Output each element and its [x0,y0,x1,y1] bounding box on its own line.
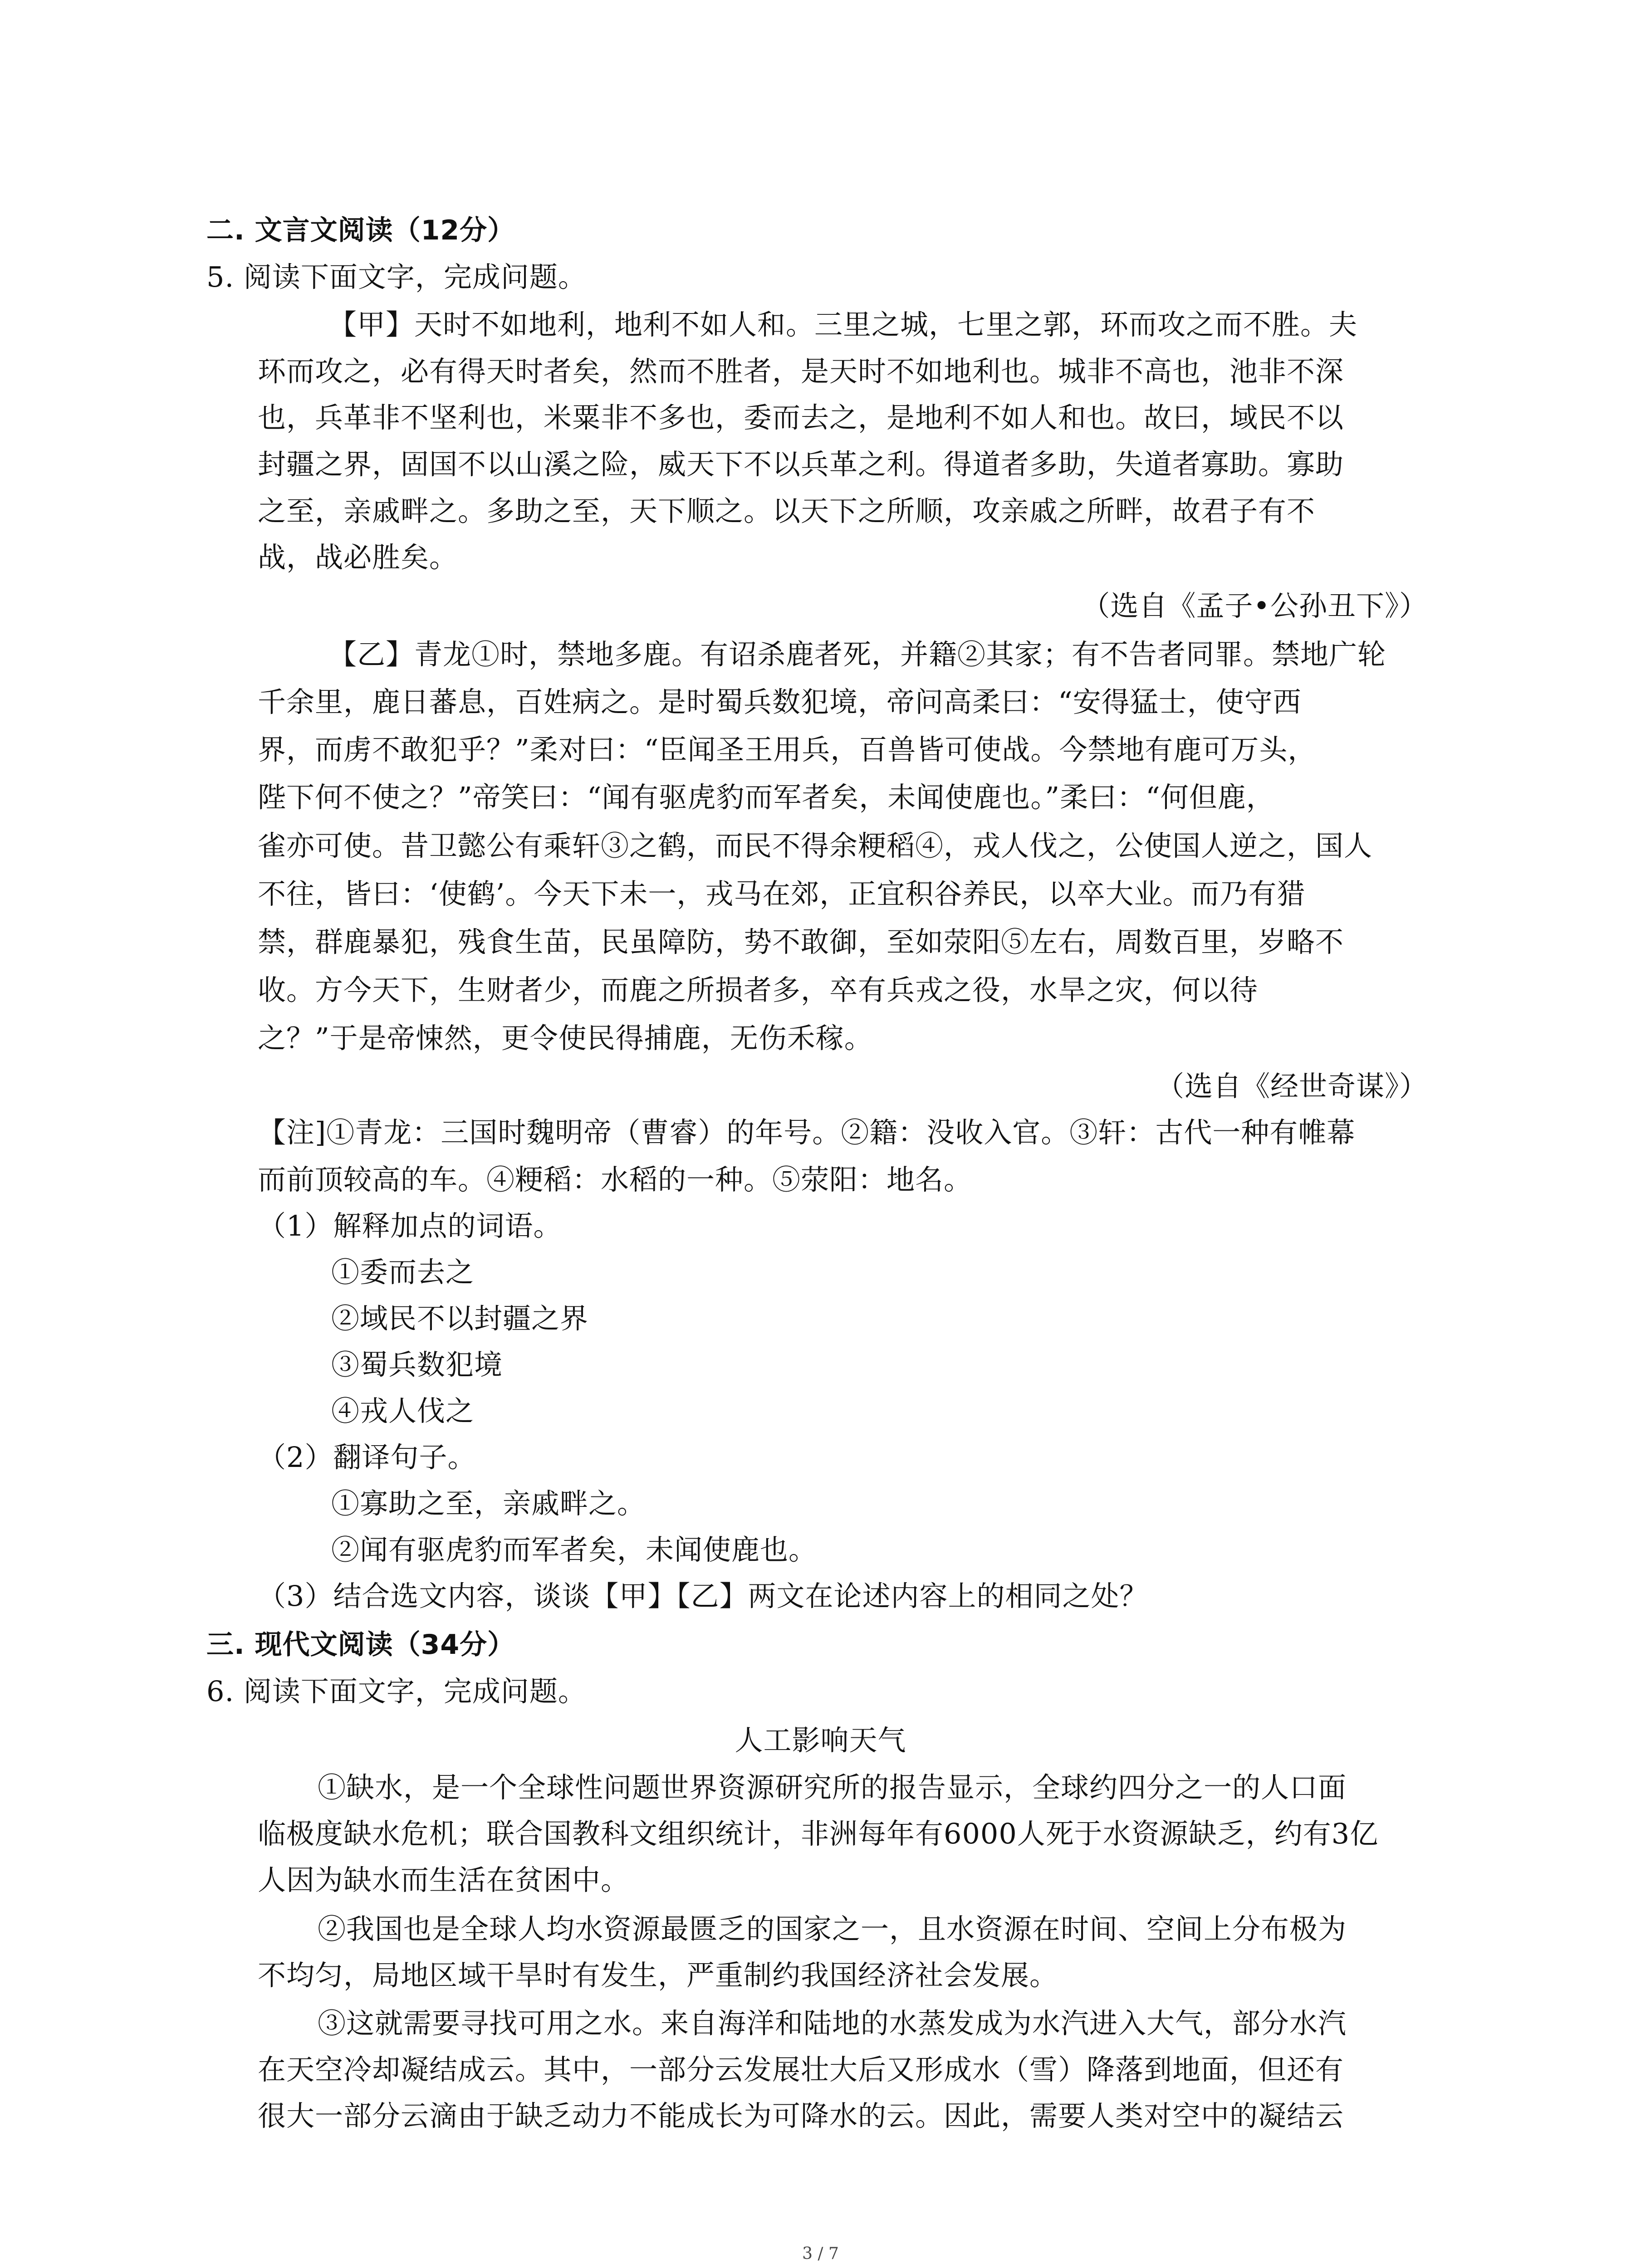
section-heading-modern: 三. 现代文阅读（34分） [206,1629,515,1661]
passage-line: 之至，亲戚畔之。多助之至，天下顺之。以天下之所顺，攻亲戚之所畔，故君子有不 [258,494,1316,528]
subquestion-1-item: ③蜀兵数犯境 [331,1348,503,1381]
subquestion-2-item: ②闻有驱虎豹而军者矣，未闻使鹿也。 [331,1533,818,1566]
passage-line: 界，而虏不敢犯乎？”柔对曰：“臣闻圣王用兵，百兽皆可使战。今禁地有鹿可万头， [258,733,1317,766]
article-line: ①缺水，是一个全球性问题世界资源研究所的报告显示，全球约四分之一的人口面 [318,1771,1347,1804]
article-line: 临极度缺水危机；联合国教科文组织统计，非洲每年有6000人死于水资源缺乏，约有3亿 [258,1817,1379,1850]
article-line: 人因为缺水而生活在贫困中。 [258,1863,630,1897]
subquestion-1-item: ①委而去之 [331,1256,475,1289]
subquestion-2-item: ①寡助之至，亲戚畔之。 [331,1487,646,1520]
subquestion-3: （3）结合选文内容，谈谈【甲】【乙】两文在论述内容上的相同之处？ [258,1579,1148,1613]
article-line: 在天空冷却凝结成云。其中，一部分云发展壮大后又形成水（雪）降落到地面，但还有 [258,2053,1344,2086]
article-line: 不均匀，局地区域干旱时有发生，严重制约我国经济社会发展。 [258,1959,1058,1992]
passage-line: 千余里，鹿日蕃息，百姓病之。是时蜀兵数犯境，帝问高柔曰：“安得猛士，使守西 [258,685,1302,719]
passage-line: 封疆之界，固国不以山溪之险，威天下不以兵革之利。得道者多助，失道者寡助。寡助 [258,448,1344,481]
subquestion-1-item: ④戎人伐之 [331,1394,475,1427]
question-5-intro: 5. 阅读下面文字，完成问题。 [206,260,587,293]
passage-line: 雀亦可使。昔卫懿公有乘轩③之鹤，而民不得余粳稻④，戎人伐之，公使国人逆之，国人 [258,829,1373,862]
passage-line: 之？”于是帝悚然，更令使民得捕鹿，无伤禾稼。 [258,1022,873,1055]
article-line: 很大一部分云滴由于缺乏动力不能成长为可降水的云。因此，需要人类对空中的凝结云 [258,2099,1344,2132]
passage-line: 【甲】天时不如地利，地利不如人和。三里之城，七里之郭，环而攻之而不胜。夫 [328,308,1358,341]
passage-line: 收。方今天下，生财者少，而鹿之所损者多，卒有兵戎之役，水旱之灾，何以待 [258,973,1259,1007]
question-6-intro: 6. 阅读下面文字，完成问题。 [206,1675,587,1708]
passage-line: 也，兵革非不坚利也，米粟非不多也，委而去之，是地利不如人和也。故曰，域民不以 [258,401,1344,434]
subquestion-1: （1）解释加点的词语。 [258,1209,562,1242]
passage-line: 禁，群鹿暴犯，残食生苗，民虽障防，势不敢御，至如荥阳⑤左右，周数百里，岁略不 [258,925,1344,958]
article-line: ③这就需要寻找可用之水。来自海洋和陆地的水蒸发成为水汽进入大气，部分水汽 [318,2007,1347,2040]
page-number: 3 / 7 [802,2244,839,2263]
subquestion-1-item: ②域民不以封疆之界 [331,1302,589,1335]
source-citation-yi: （选自《经世奇谋》） [1156,1070,1428,1103]
source-citation-jia: （选自《孟子•公孙丑下》） [1082,589,1428,622]
article-title: 人工影响天气 [735,1724,906,1757]
section-heading-classical: 二. 文言文阅读（12分） [206,215,515,246]
note-line: 【注]①青龙：三国时魏明帝（曹睿）的年号。②籍：没收入官。③轩：古代一种有帷幕 [258,1116,1356,1149]
passage-line: 战，战必胜矣。 [258,541,458,574]
passage-line: 不往，皆曰：‘使鹤’。今天下未一，戎马在郊，正宜积谷养民，以卒大业。而乃有猎 [258,877,1306,910]
note-line: 而前顶较高的车。④粳稻：水稻的一种。⑤荥阳：地名。 [258,1163,973,1196]
article-line: ②我国也是全球人均水资源最匮乏的国家之一，且水资源在时间、空间上分布极为 [318,1912,1347,1945]
passage-line: 【乙】青龙①时，禁地多鹿。有诏杀鹿者死，并籍②其家；有不告者同罪。禁地广轮 [328,638,1386,671]
passage-line: 环而攻之，必有得天时者矣，然而不胜者，是天时不如地利也。城非不高也，池非不深 [258,355,1344,388]
subquestion-2: （2）翻译句子。 [258,1441,476,1474]
passage-line: 陛下何不使之？”帝笑曰：“闻有驱虎豹而军者矣，未闻使鹿也。”柔曰：“何但鹿， [258,781,1275,814]
